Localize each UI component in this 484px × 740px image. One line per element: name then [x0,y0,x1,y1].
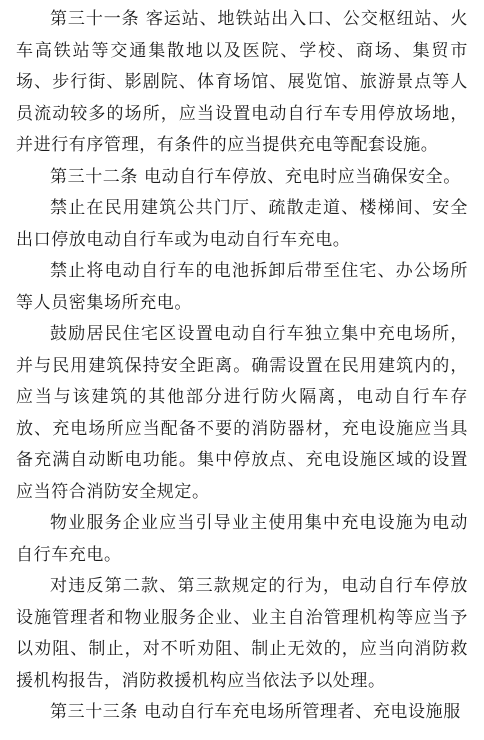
paragraph-text: 对违反第二款、第三款规定的行为，电动自行车停放设施管理者和物业服务企业、业主自治管理机构等应当予以劝阻、制止，对不听劝阻、制止无效的，应当向消防救援机构报告，消防救援机构应当依法予以处理。 [16,576,468,691]
paragraph-text: 物业服务企业应当引导业主使用集中充电设施为电动自行车充电。 [16,513,468,565]
article-number: 第三十二条 [50,166,138,187]
paragraph-prohibit-battery [16,256,468,319]
paragraph-prohibit-parking [16,193,468,256]
article-number: 第三十三条 [50,702,138,722]
paragraph-text: 鼓励居民住宅区设置电动自行车独立集中充电场所，并与民用建筑保持安全距离。确需设置在民用建筑内的，应当与该建筑的其他部分进行防火隔离，电动自行车存放、充电场所应当配备不要的消防器材，充电设施应当具备充满自动断电功能。集中停放点、充电设施区域的设置应当符合消防安全规定。 [16,324,468,502]
paragraph-article-32 [16,162,468,194]
paragraph-text: 禁止将电动自行车的电池拆卸后带至住宅、办公场所等人员密集场所充电。 [16,261,468,313]
paragraph-violation-handling [16,571,468,697]
paragraph-text: 客运站、地铁站出入口、公交枢纽站、火车高铁站等交通集散地以及医院、学校、商场、集贸市场、步行街、影剧院、体育场馆、展览馆、旅游景点等人员流动较多的场所，应当设置电动自行车专用停放场地，并进行有序管理，有条件的应当提供充电等配套设施。 [16,9,468,155]
article-number: 第三十一条 [50,9,140,29]
paragraph-text: 禁止在民用建筑公共门厅、疏散走道、楼梯间、安全出口停放电动自行车或为电动自行车充电。 [16,198,468,250]
paragraph-encourage-charging [16,319,468,508]
paragraph-property-service [16,508,468,571]
paragraph-article-33 [16,697,468,729]
paragraph-article-31 [16,4,468,162]
paragraph-text: 电动自行车充电场所管理者、充电设施服 [144,702,461,722]
paragraph-text: 电动自行车停放、充电时应当确保安全。 [144,166,461,187]
